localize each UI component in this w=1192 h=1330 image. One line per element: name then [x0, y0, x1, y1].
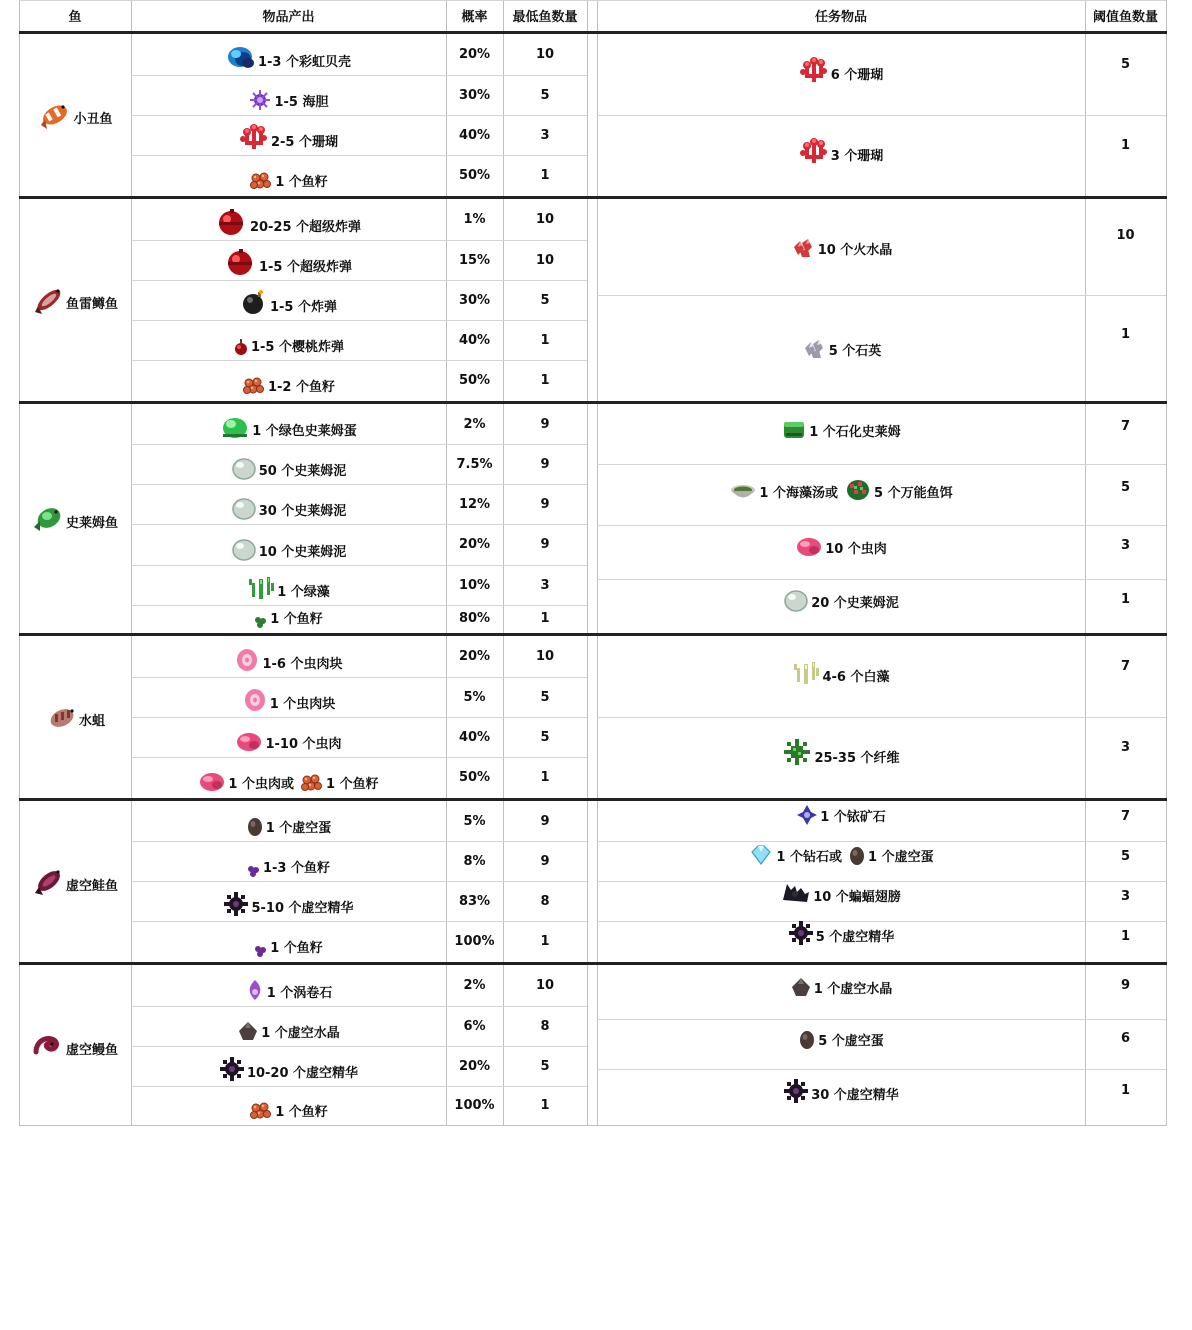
quest-item-label: 1 个铱矿石 [820, 810, 886, 825]
void-eel-icon [32, 1030, 66, 1060]
void-essence-icon [788, 920, 814, 946]
min-fish-value: 3 [540, 577, 550, 593]
magic-bait-icon [844, 476, 872, 502]
torpedo-trout-icon [32, 284, 66, 316]
quest-item [597, 841, 1085, 866]
void-salmon-icon [32, 865, 66, 897]
output-item-label: 1 个鱼籽 [275, 175, 328, 190]
fish-name-cell [19, 965, 131, 1125]
quest-item-label: 1 个虚空蛋 [868, 850, 934, 865]
min-fish-value: 5 [540, 729, 550, 745]
min-fish-value: 1 [540, 933, 550, 949]
quest-item [597, 115, 1085, 165]
roe-icon [242, 376, 266, 396]
sea-urchin-icon [248, 89, 272, 111]
output-item [131, 1086, 446, 1121]
slime-icon [783, 588, 809, 612]
chance-value: 5% [463, 689, 486, 705]
output-item-label: 1-5 个樱桃炸弹 [250, 340, 344, 355]
purple-roe-icon [254, 945, 268, 957]
chance-value: 15% [458, 252, 491, 268]
output-item [131, 881, 446, 917]
seaweed-soup-icon [729, 482, 757, 502]
min-fish-value: 1 [540, 1098, 550, 1113]
min-fish-value: 9 [540, 456, 550, 472]
quest-item [597, 579, 1085, 612]
min-fish-value: 1 [540, 167, 550, 183]
output-item [131, 444, 446, 480]
cherry-bomb-icon [233, 338, 249, 356]
quest-item [597, 34, 1085, 84]
output-item-label: 1-5 个炸弹 [269, 300, 337, 315]
output-item [131, 841, 446, 877]
slime-icon [231, 456, 257, 480]
quest-item-label: 30 个虚空精华 [811, 1088, 899, 1103]
output-item-label: 20-25 个超级炸弹 [249, 220, 362, 235]
chance-value: 2% [463, 416, 486, 432]
min-fish-value: 10 [535, 252, 555, 268]
quest-item-label: 10 个火水晶 [817, 243, 893, 258]
threshold-value: 7 [1120, 659, 1131, 674]
grid-vline [597, 0, 598, 1126]
chance-value: 5% [463, 813, 486, 829]
coral-icon [799, 137, 829, 165]
chance-value: 80% [458, 611, 491, 626]
bug-steak-icon [242, 687, 268, 713]
output-item-label: 1-5 个超级炸弹 [258, 260, 352, 275]
roe-icon [300, 773, 324, 793]
quest-item [597, 717, 1085, 767]
output-item [131, 360, 446, 396]
fish-name-cell [19, 801, 131, 961]
grid-vline [1166, 0, 1167, 1126]
quest-item [597, 404, 1085, 441]
slime-icon [231, 496, 257, 520]
threshold-value: 5 [1120, 848, 1131, 864]
output-item [131, 1046, 446, 1082]
green-algae-icon [247, 573, 275, 601]
green-slime-egg-icon [220, 414, 250, 440]
quest-item [597, 464, 1085, 502]
fish-name: 小丑鱼 [73, 112, 113, 127]
chance-value: 8% [463, 853, 486, 869]
void-crystal-icon [790, 976, 812, 998]
min-fish-value: 1 [540, 372, 550, 388]
quest-item-label: 3 个珊瑚 [830, 149, 884, 164]
output-item-label: 1 个涡卷石 [266, 986, 333, 1001]
rainbow-shell-icon [226, 45, 256, 71]
header-threshold: 阈值鱼数量 [1092, 10, 1158, 25]
roe-icon [249, 1101, 273, 1121]
threshold-value: 1 [1120, 327, 1131, 342]
min-fish-value: 5 [540, 1058, 550, 1074]
output-item-label: 1 个虚空水晶 [261, 1026, 340, 1041]
output-item [131, 155, 446, 191]
quest-item-label: 6 个珊瑚 [830, 68, 884, 83]
min-fish-value: 9 [540, 813, 550, 829]
min-fish-value: 3 [540, 127, 550, 143]
output-item-label: 50 个史莱姆泥 [258, 464, 347, 479]
chance-value: 2% [463, 978, 486, 993]
white-algae-icon [792, 658, 820, 686]
output-item [131, 801, 446, 837]
threshold-value: 3 [1120, 739, 1131, 755]
purple-roe-icon [247, 865, 261, 877]
threshold-value: 5 [1120, 57, 1131, 72]
output-item [131, 524, 446, 561]
output-item [131, 280, 446, 316]
green-roe-icon [254, 616, 268, 628]
output-item [131, 75, 446, 111]
bug-meat-icon [795, 536, 823, 558]
void-crystal-icon [237, 1020, 259, 1042]
output-item [131, 965, 446, 1002]
quest-item-label: 1 个石化史莱姆 [809, 425, 901, 440]
header-quest: 任务物品 [814, 10, 867, 25]
quest-item-label: 5 个石英 [828, 344, 882, 359]
mega-bomb-icon [225, 248, 257, 276]
output-item [131, 757, 446, 793]
coral-icon [239, 123, 269, 151]
output-item-label: 1-10 个虫肉 [265, 737, 342, 752]
threshold-value: 1 [1120, 137, 1131, 153]
threshold-value: 6 [1120, 1030, 1131, 1046]
chance-value: 40% [458, 332, 491, 348]
fish-name-cell [19, 404, 131, 632]
min-fish-value: 9 [540, 853, 550, 869]
chance-value: 1% [463, 212, 486, 227]
fish-name-cell [19, 34, 131, 195]
chance-value: 40% [458, 127, 491, 143]
quest-item [597, 295, 1085, 360]
chance-value: 20% [458, 649, 491, 664]
threshold-value: 10 [1116, 227, 1135, 243]
quest-item [597, 1019, 1085, 1050]
fish-name-cell [19, 199, 131, 400]
void-essence-icon [783, 1078, 809, 1104]
clownfish-icon [37, 99, 73, 131]
quest-item-label: 10 个蝙蝠翅膀 [813, 890, 901, 905]
output-item-label: 1 个虫肉块 [269, 697, 336, 712]
void-egg-icon [798, 1028, 816, 1050]
min-fish-value: 9 [540, 537, 550, 552]
output-item-label: 1 个鱼籽 [270, 941, 323, 956]
output-item-label: 1-6 个虫肉块 [262, 657, 343, 672]
min-fish-value: 5 [540, 689, 550, 705]
coral-icon [799, 56, 829, 84]
output-item [131, 34, 446, 71]
output-item [131, 677, 446, 713]
diamond-icon [748, 844, 774, 866]
chance-value: 12% [458, 496, 491, 512]
void-essence-icon [219, 1056, 245, 1082]
fish-name: 鱼雷鳟鱼 [65, 297, 118, 312]
quest-item [597, 525, 1085, 558]
grid-hline [19, 0, 1166, 1]
bug-meat-icon [198, 771, 226, 793]
water-grub-icon [45, 702, 79, 732]
roe-icon [249, 171, 273, 191]
quest-item [597, 199, 1085, 259]
output-item [131, 320, 446, 356]
min-fish-value: 1 [540, 769, 550, 785]
output-item [131, 115, 446, 151]
void-egg-icon [848, 844, 866, 866]
chance-value: 20% [458, 47, 491, 62]
fish-name: 虚空鲑鱼 [65, 878, 118, 894]
output-item-label: 10-20 个虚空精华 [246, 1066, 359, 1081]
output-item-label: 1-3 个鱼籽 [262, 861, 330, 876]
output-item-label: 30 个史莱姆泥 [258, 504, 347, 519]
chance-value: 10% [458, 577, 491, 593]
threshold-value: 3 [1120, 538, 1131, 553]
threshold-value: 9 [1120, 978, 1131, 993]
header-chance: 概率 [461, 10, 488, 25]
min-fish-value: 5 [540, 292, 550, 308]
output-item-label: 1 个虫肉或 [228, 777, 294, 792]
min-fish-value: 10 [535, 649, 555, 664]
vortex-stone-icon [245, 978, 265, 1002]
quest-item-label: 4-6 个白藻 [822, 670, 890, 685]
output-item [131, 565, 446, 601]
bug-steak-icon [234, 647, 260, 673]
quest-item [597, 965, 1085, 998]
table-bottom-border [19, 1125, 1166, 1126]
output-item-label: 1 个绿色史莱姆蛋 [252, 424, 357, 439]
fish-name: 虚空鳗鱼 [65, 1042, 118, 1058]
bomb-icon [240, 290, 268, 316]
output-item [131, 484, 446, 520]
chance-value: 40% [458, 729, 491, 745]
chance-value: 6% [463, 1018, 486, 1034]
quest-item-label: 5 个虚空蛋 [818, 1034, 884, 1049]
void-egg-icon [246, 815, 264, 837]
iridium-ore-icon [796, 804, 818, 826]
output-item-label: 1 个虚空蛋 [265, 821, 332, 836]
output-item-label: 5-10 个虚空精华 [251, 901, 354, 916]
min-fish-value: 10 [535, 47, 555, 62]
threshold-value: 5 [1120, 479, 1131, 495]
quest-item [597, 636, 1085, 686]
output-item [131, 404, 446, 440]
min-fish-value: 1 [540, 332, 550, 348]
threshold-value: 1 [1120, 591, 1131, 607]
output-item-label: 1 个鱼籽 [270, 612, 323, 627]
min-fish-value: 9 [540, 416, 550, 432]
fish-name: 水蛆 [78, 714, 105, 729]
quest-item-label: 1 个钻石或 [776, 850, 842, 865]
output-item [131, 1006, 446, 1042]
mega-bomb-icon [216, 208, 248, 236]
output-item-label: 1 个鱼籽 [326, 777, 379, 792]
chance-value: 83% [458, 893, 491, 909]
output-item-label: 1-3 个彩虹贝壳 [257, 55, 351, 70]
slimejack-icon [32, 503, 66, 533]
fish-name: 史莱姆鱼 [65, 515, 118, 531]
threshold-value: 7 [1120, 808, 1131, 824]
min-fish-value: 8 [540, 1018, 550, 1034]
output-item [131, 921, 446, 957]
quest-item-label: 1 个海藻汤或 [759, 486, 838, 501]
threshold-value: 3 [1120, 888, 1131, 904]
fire-quartz-icon [790, 237, 816, 259]
fish-name-cell [19, 636, 131, 797]
header-fish: 鱼 [68, 10, 82, 25]
quest-item [597, 921, 1085, 946]
min-fish-value: 5 [540, 87, 550, 103]
slime-icon [231, 537, 257, 561]
chance-value: 30% [458, 292, 491, 308]
threshold-value: 1 [1120, 928, 1131, 944]
output-item [131, 240, 446, 276]
output-item [131, 199, 446, 236]
min-fish-value: 10 [535, 978, 555, 993]
output-item-label: 1 个鱼籽 [275, 1105, 328, 1120]
output-item [131, 605, 446, 628]
min-fish-value: 8 [540, 893, 550, 909]
quest-item-label: 5 个虚空精华 [815, 930, 895, 945]
output-item-label: 10 个史莱姆泥 [258, 545, 347, 560]
output-item-label: 2-5 个珊瑚 [270, 135, 338, 150]
chance-value: 100% [454, 1098, 495, 1113]
header-min-fish: 最低鱼数量 [512, 10, 578, 25]
threshold-value: 7 [1120, 419, 1131, 434]
header-output: 物品产出 [262, 10, 315, 25]
chance-value: 50% [458, 167, 491, 183]
output-item [131, 717, 446, 753]
chance-value: 50% [458, 372, 491, 388]
output-item [131, 636, 446, 673]
quest-item [597, 801, 1085, 826]
quest-item-label: 1 个虚空水晶 [813, 982, 893, 997]
chance-value: 100% [454, 933, 495, 949]
output-item-label: 1 个绿藻 [277, 585, 330, 600]
quest-item [597, 1069, 1085, 1104]
grid-vline [587, 0, 588, 1126]
min-fish-value: 9 [540, 496, 550, 512]
bug-meat-icon [235, 731, 263, 753]
void-essence-icon [223, 891, 249, 917]
min-fish-value: 10 [535, 212, 555, 227]
chance-value: 30% [458, 87, 491, 103]
quest-item-label: 10 个虫肉 [825, 542, 887, 557]
chance-value: 20% [458, 1058, 491, 1074]
output-item-label: 1-5 海胆 [274, 95, 329, 110]
quest-item-label: 20 个史莱姆泥 [811, 596, 899, 611]
quest-item [597, 881, 1085, 906]
quartz-icon [801, 338, 827, 360]
petrified-slime-icon [781, 419, 807, 441]
threshold-value: 1 [1120, 1082, 1131, 1098]
output-item-label: 1-2 个鱼籽 [267, 380, 335, 395]
quest-item-label: 25-35 个纤维 [814, 751, 900, 766]
chance-value: 50% [458, 769, 491, 785]
quest-item-label: 5 个万能鱼饵 [874, 486, 953, 501]
fiber-icon [782, 737, 812, 767]
chance-value: 20% [458, 537, 491, 552]
chance-value: 7.5% [456, 456, 493, 472]
min-fish-value: 1 [540, 611, 550, 626]
bat-wing-icon [781, 880, 811, 906]
